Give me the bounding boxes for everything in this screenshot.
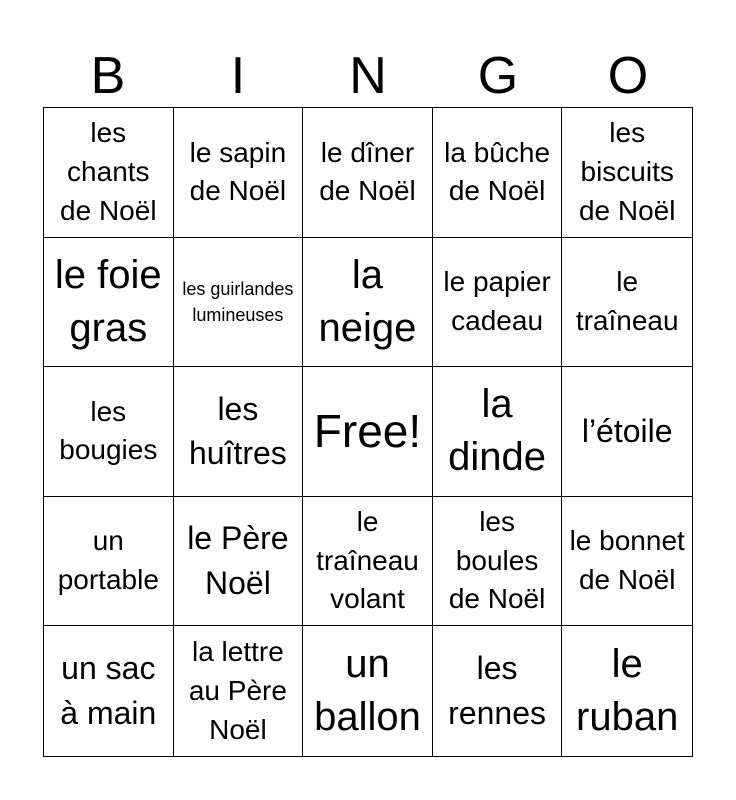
bingo-cell-r4c3[interactable]: le traîneau volant [303, 497, 433, 627]
bingo-cell-r4c1[interactable]: un portable [44, 497, 174, 627]
bingo-cell-r3c5[interactable]: l’étoile [562, 367, 692, 497]
bingo-cell-r1c1[interactable]: les chants de Noël [44, 108, 174, 238]
bingo-cell-r1c2[interactable]: le sapin de Noël [174, 108, 304, 238]
bingo-cell-r2c2[interactable]: les guirlandes lumineuses [174, 238, 304, 368]
header-letter-i: I [230, 47, 246, 105]
bingo-cell-r1c5[interactable]: les biscuits de Noël [562, 108, 692, 238]
bingo-cell-r5c1[interactable]: un sac à main [44, 626, 174, 756]
bingo-cell-r2c4[interactable]: le papier cadeau [433, 238, 563, 368]
header-letter-g: G [477, 47, 519, 105]
bingo-cell-r2c5[interactable]: le traîneau [562, 238, 692, 368]
header-letter-n: N [349, 47, 387, 105]
bingo-cell-r4c4[interactable]: les boules de Noël [433, 497, 563, 627]
bingo-cell-r5c4[interactable]: les rennes [433, 626, 563, 756]
bingo-board [43, 107, 693, 757]
bingo-cell-r3c2[interactable]: les huîtres [174, 367, 304, 497]
bingo-cell-r1c4[interactable]: la bûche de Noël [433, 108, 563, 238]
bingo-cell-r4c5[interactable]: le bonnet de Noël [562, 497, 692, 627]
bingo-header [43, 46, 693, 106]
header-letter-o: O [607, 47, 649, 105]
bingo-cell-r5c3[interactable]: un ballon [303, 626, 433, 756]
bingo-cell-r1c3[interactable]: le dîner de Noël [303, 108, 433, 238]
bingo-cell-r4c2[interactable]: le Père Noël [174, 497, 304, 627]
bingo-cell-r3c1[interactable]: les bougies [44, 367, 174, 497]
bingo-cell-r2c1[interactable]: le foie gras [44, 238, 174, 368]
bingo-cell-r3c4[interactable]: la dinde [433, 367, 563, 497]
bingo-cell-r5c5[interactable]: le ruban [576, 642, 679, 740]
bingo-cell-r5c2[interactable]: la lettre au Père Noël [174, 626, 304, 756]
header-letter-b: B [90, 47, 126, 105]
bingo-cell-r2c3[interactable]: la neige [303, 238, 433, 368]
bingo-cell-free[interactable]: Free! [303, 367, 433, 497]
